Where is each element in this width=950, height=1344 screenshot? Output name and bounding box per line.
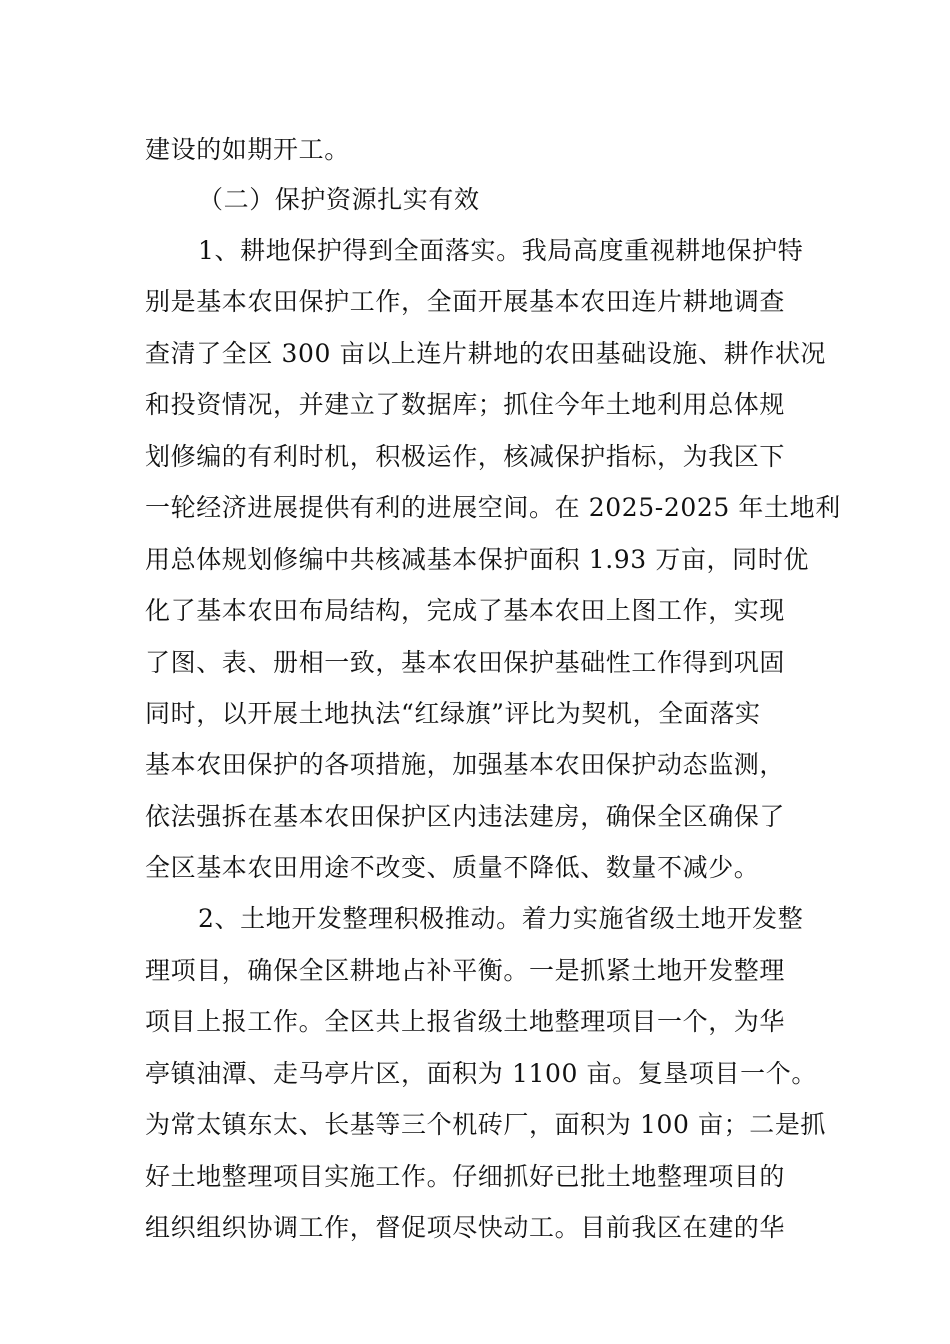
text-line: 依法强拆在基本农田保护区内违法建房，确保全区确保了: [145, 802, 786, 831]
text-line: 用总体规划修编中共核减基本保护面积 1.93 万亩，同时优: [145, 545, 809, 574]
text-line: 亭镇油潭、走马亭片区，面积为 1100 亩。复垦项目一个。: [145, 1059, 817, 1088]
text-line: 划修编的有利时机，积极运作，核减保护指标，为我区下: [145, 442, 786, 471]
text-line: 同时，以开展土地执法“红绿旗”评比为契机，全面落实: [145, 699, 761, 728]
text-line: 和投资情况，并建立了数据库；抓住今年土地利用总体规: [145, 390, 786, 419]
text-line: 好土地整理项目实施工作。仔细抓好已批土地整理项目的: [145, 1162, 786, 1191]
text-line: 项目上报工作。全区共上报省级土地整理项目一个，为华: [145, 1007, 786, 1036]
paragraph-first-line: 1、耕地保护得到全面落实。我局高度重视耕地保护特: [198, 236, 804, 265]
text-line: 了图、表、册相一致，基本农田保护基础性工作得到巩固: [145, 648, 786, 677]
text-line: 组织组织协调工作，督促项尽快动工。目前我区在建的华: [145, 1213, 786, 1242]
text-line: 化了基本农田布局结构，完成了基本农田上图工作，实现: [145, 596, 786, 625]
text-line: 别是基本农田保护工作，全面开展基本农田连片耕地调查: [145, 287, 786, 316]
text-line: 理项目，确保全区耕地占补平衡。一是抓紧土地开发整理: [145, 956, 786, 985]
text-line: 为常太镇东太、长基等三个机砖厂，面积为 100 亩；二是抓: [145, 1110, 827, 1139]
paragraph-first-line: 2、土地开发整理积极推动。着力实施省级土地开发整: [198, 904, 804, 933]
text-line: 基本农田保护的各项措施，加强基本农田保护动态监测，: [145, 750, 786, 779]
text-line: 一轮经济进展提供有利的进展空间。在 2025-2025 年土地利: [145, 493, 841, 522]
text-line: 查清了全区 300 亩以上连片耕地的农田基础设施、耕作状况: [145, 339, 827, 368]
section-heading: （二）保护资源扎实有效: [198, 185, 480, 214]
text-line: 建设的如期开工。: [145, 135, 350, 164]
text-line: 全区基本农田用途不改变、质量不降低、数量不减少。: [145, 853, 760, 882]
